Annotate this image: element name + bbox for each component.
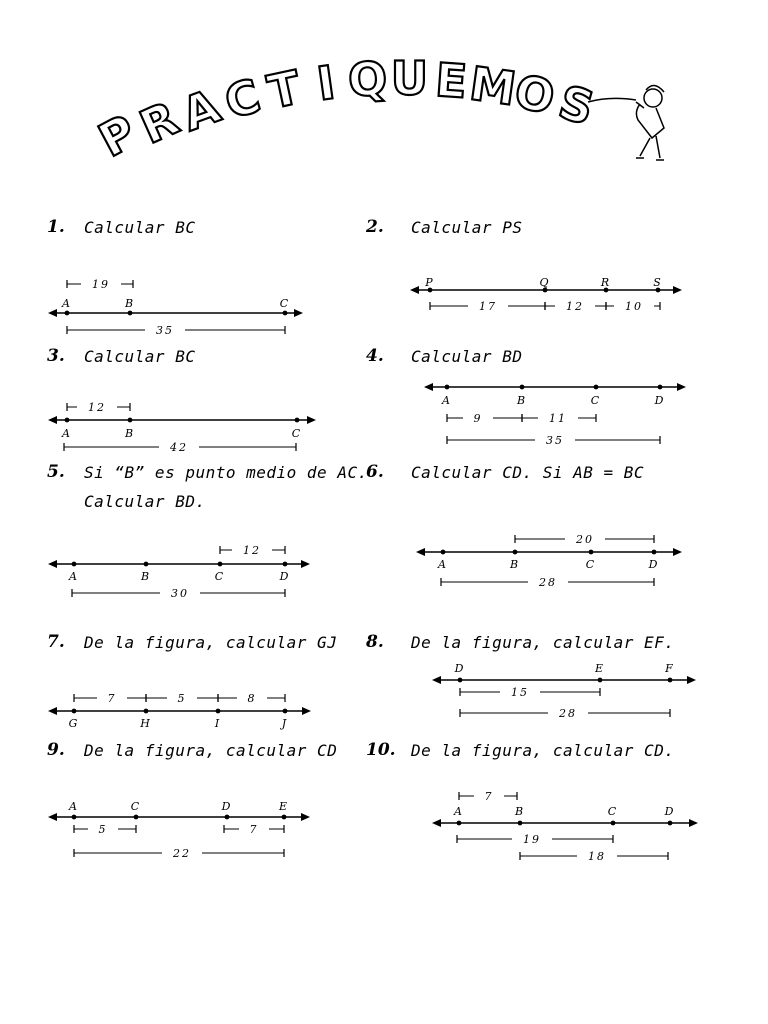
figure-problem-8 <box>432 662 696 720</box>
title-letter: M <box>466 56 520 117</box>
point-dot <box>441 550 446 555</box>
point-dot <box>295 418 300 423</box>
arrow-right-icon <box>673 548 682 556</box>
arrow-left-icon <box>48 309 57 317</box>
arrow-left-icon <box>424 383 433 391</box>
title-letter: P <box>89 104 146 168</box>
point-dot <box>611 821 616 826</box>
measure-bracket <box>72 587 285 600</box>
point-label: D <box>648 558 660 571</box>
measure-label: 18 <box>588 850 606 863</box>
measure-bracket <box>460 707 670 720</box>
point-dot <box>445 385 450 390</box>
measure-label: 19 <box>92 278 110 291</box>
measure-bracket <box>459 790 517 803</box>
point-label: A <box>69 800 79 813</box>
problem-5-text-line2: Calcular BD. <box>84 492 206 511</box>
figure-problem-5 <box>48 544 310 600</box>
point-label: A <box>438 558 448 571</box>
point-dot <box>589 550 594 555</box>
figure-problem-6 <box>416 533 682 589</box>
point-dot <box>458 678 463 683</box>
point-dot <box>225 815 230 820</box>
problem-1-number: 1. <box>47 217 65 237</box>
measure-bracket <box>224 823 284 836</box>
point-dot <box>513 550 518 555</box>
measure-label: 28 <box>559 707 577 720</box>
measure-label: 35 <box>156 324 174 337</box>
title-letter: C <box>218 68 267 130</box>
measure-bracket <box>64 441 296 454</box>
problem-8-text: De la figura, calcular EF. <box>411 633 675 652</box>
title-letter: T <box>263 60 306 120</box>
figure-problem-1 <box>48 278 303 337</box>
measure-label: 5 <box>177 692 187 705</box>
problem-1-text: Calcular BC <box>84 218 196 237</box>
title-letter: S <box>553 74 600 136</box>
measure-bracket <box>67 278 133 291</box>
point-label: A <box>454 805 464 818</box>
title-letter: I <box>313 55 339 111</box>
point-dot <box>65 311 70 316</box>
measure-label: 5 <box>98 823 108 836</box>
measure-bracket <box>606 300 660 313</box>
point-label: B <box>514 805 526 818</box>
figure-problem-7 <box>48 692 311 730</box>
measure-bracket <box>67 324 285 337</box>
arrow-right-icon <box>301 560 310 568</box>
measure-label: 17 <box>479 300 497 313</box>
point-label: A <box>69 570 79 583</box>
problem-9-number: 9. <box>47 740 65 760</box>
measure-bracket <box>430 300 545 313</box>
measure-label: 8 <box>247 692 257 705</box>
arrow-right-icon <box>294 309 303 317</box>
point-label: C <box>214 570 226 583</box>
point-label: S <box>653 276 663 289</box>
measure-bracket <box>218 692 285 705</box>
measure-label: 10 <box>625 300 643 313</box>
problem-3-number: 3. <box>47 346 65 366</box>
point-label: G <box>68 717 80 730</box>
problem-4-number: 4. <box>366 346 384 366</box>
problem-2-number: 2. <box>366 217 384 237</box>
measure-bracket <box>146 692 218 705</box>
measure-label: 30 <box>171 587 189 600</box>
point-label: A <box>62 297 72 310</box>
figure-problem-4 <box>424 383 686 447</box>
arrow-left-icon <box>416 548 425 556</box>
point-label: C <box>607 805 619 818</box>
arrow-right-icon <box>677 383 686 391</box>
problem-9-text: De la figura, calcular CD <box>84 741 338 760</box>
problem-8-number: 8. <box>366 632 384 652</box>
problem-5-text: Si “B” es punto medio de AC. <box>84 463 368 482</box>
point-label: J <box>281 717 289 730</box>
point-dot <box>594 385 599 390</box>
measure-bracket <box>545 300 606 313</box>
point-dot <box>457 821 462 826</box>
arrow-right-icon <box>307 416 316 424</box>
point-dot <box>658 385 663 390</box>
point-label: E <box>594 662 606 675</box>
point-dot <box>65 418 70 423</box>
point-label: A <box>442 394 452 407</box>
point-label: C <box>590 394 602 407</box>
measure-label: 15 <box>511 686 529 699</box>
point-dot <box>216 709 221 714</box>
point-label: B <box>140 570 152 583</box>
title-letter: R <box>131 90 187 155</box>
problem-10-number: 10. <box>366 740 396 760</box>
title-letter: U <box>390 51 429 106</box>
point-label: Q <box>539 276 551 289</box>
measure-label: 19 <box>523 833 541 846</box>
measure-bracket <box>74 823 136 836</box>
figure-problem-2 <box>410 276 682 313</box>
measure-bracket <box>220 544 285 557</box>
point-dot <box>128 311 133 316</box>
arrow-right-icon <box>301 813 310 821</box>
point-dot <box>652 550 657 555</box>
title-letter: Q <box>346 50 390 108</box>
measure-label: 12 <box>88 401 106 414</box>
arrow-left-icon <box>432 819 441 827</box>
arrow-right-icon <box>687 676 696 684</box>
measure-label: 28 <box>539 576 557 589</box>
point-label: B <box>509 558 521 571</box>
measure-label: 35 <box>546 434 564 447</box>
point-dot <box>72 815 77 820</box>
point-dot <box>72 562 77 567</box>
problem-2-text: Calcular PS <box>411 218 523 237</box>
measure-bracket <box>460 686 600 699</box>
point-label: A <box>62 427 72 440</box>
point-dot <box>668 678 673 683</box>
arrow-left-icon <box>432 676 441 684</box>
title-letter: A <box>174 78 227 142</box>
point-label: B <box>124 427 136 440</box>
point-label: E <box>278 800 290 813</box>
point-label: D <box>664 805 676 818</box>
point-dot <box>283 562 288 567</box>
measure-bracket <box>74 692 146 705</box>
point-label: D <box>454 662 466 675</box>
arrow-right-icon <box>689 819 698 827</box>
measure-bracket <box>441 576 654 589</box>
arrow-left-icon <box>48 707 57 715</box>
point-dot <box>134 815 139 820</box>
measure-label: 11 <box>549 412 567 425</box>
point-label: D <box>654 394 666 407</box>
point-label: D <box>279 570 291 583</box>
problem-3-text: Calcular BC <box>84 347 196 366</box>
measure-bracket <box>447 434 660 447</box>
point-label: H <box>140 717 152 730</box>
point-label: D <box>221 800 233 813</box>
point-dot <box>518 821 523 826</box>
arrow-left-icon <box>48 416 57 424</box>
measure-label: 22 <box>173 847 191 860</box>
measure-label: 42 <box>170 441 188 454</box>
measure-bracket <box>522 412 596 425</box>
measure-bracket <box>520 850 668 863</box>
point-label: P <box>425 276 435 289</box>
measure-bracket <box>67 401 130 414</box>
point-label: I <box>214 717 222 730</box>
measure-bracket <box>447 412 522 425</box>
problem-10-text: De la figura, calcular CD. <box>411 741 675 760</box>
problem-7-number: 7. <box>47 632 65 652</box>
point-label: C <box>585 558 597 571</box>
measure-label: 7 <box>107 692 117 705</box>
point-dot <box>598 678 603 683</box>
problem-6-text: Calcular CD. Si AB = BC <box>411 463 645 482</box>
measure-label: 12 <box>243 544 261 557</box>
point-dot <box>218 562 223 567</box>
point-dot <box>144 562 149 567</box>
problem-5-number: 5. <box>47 462 65 482</box>
point-dot <box>128 418 133 423</box>
point-dot <box>668 821 673 826</box>
title-letter: E <box>433 52 469 109</box>
point-dot <box>520 385 525 390</box>
arrow-left-icon <box>48 813 57 821</box>
point-label: C <box>279 297 291 310</box>
figure-problem-3 <box>48 401 316 454</box>
arrow-right-icon <box>302 707 311 715</box>
measure-label: 9 <box>473 412 483 425</box>
point-label: F <box>665 662 675 675</box>
point-label: B <box>516 394 528 407</box>
point-label: B <box>124 297 136 310</box>
point-dot <box>283 311 288 316</box>
point-label: R <box>600 276 612 289</box>
arrow-left-icon <box>410 286 419 294</box>
arrow-right-icon <box>673 286 682 294</box>
measure-bracket <box>515 533 654 546</box>
point-dot <box>282 815 287 820</box>
point-dot <box>72 709 77 714</box>
title-letter: O <box>509 63 560 125</box>
arrow-left-icon <box>48 560 57 568</box>
problem-6-number: 6. <box>366 462 384 482</box>
point-dot <box>283 709 288 714</box>
measure-bracket <box>74 847 284 860</box>
point-label: C <box>291 427 303 440</box>
problem-4-text: Calcular BD <box>411 347 523 366</box>
point-dot <box>144 709 149 714</box>
measure-label: 7 <box>484 790 494 803</box>
measure-bracket <box>457 833 613 846</box>
point-label: C <box>130 800 142 813</box>
measure-label: 20 <box>576 533 594 546</box>
measure-label: 7 <box>249 823 259 836</box>
problem-7-text: De la figura, calcular GJ <box>84 633 338 652</box>
measure-label: 12 <box>566 300 584 313</box>
figure-problem-10 <box>432 790 698 863</box>
figure-problem-9 <box>48 800 310 860</box>
